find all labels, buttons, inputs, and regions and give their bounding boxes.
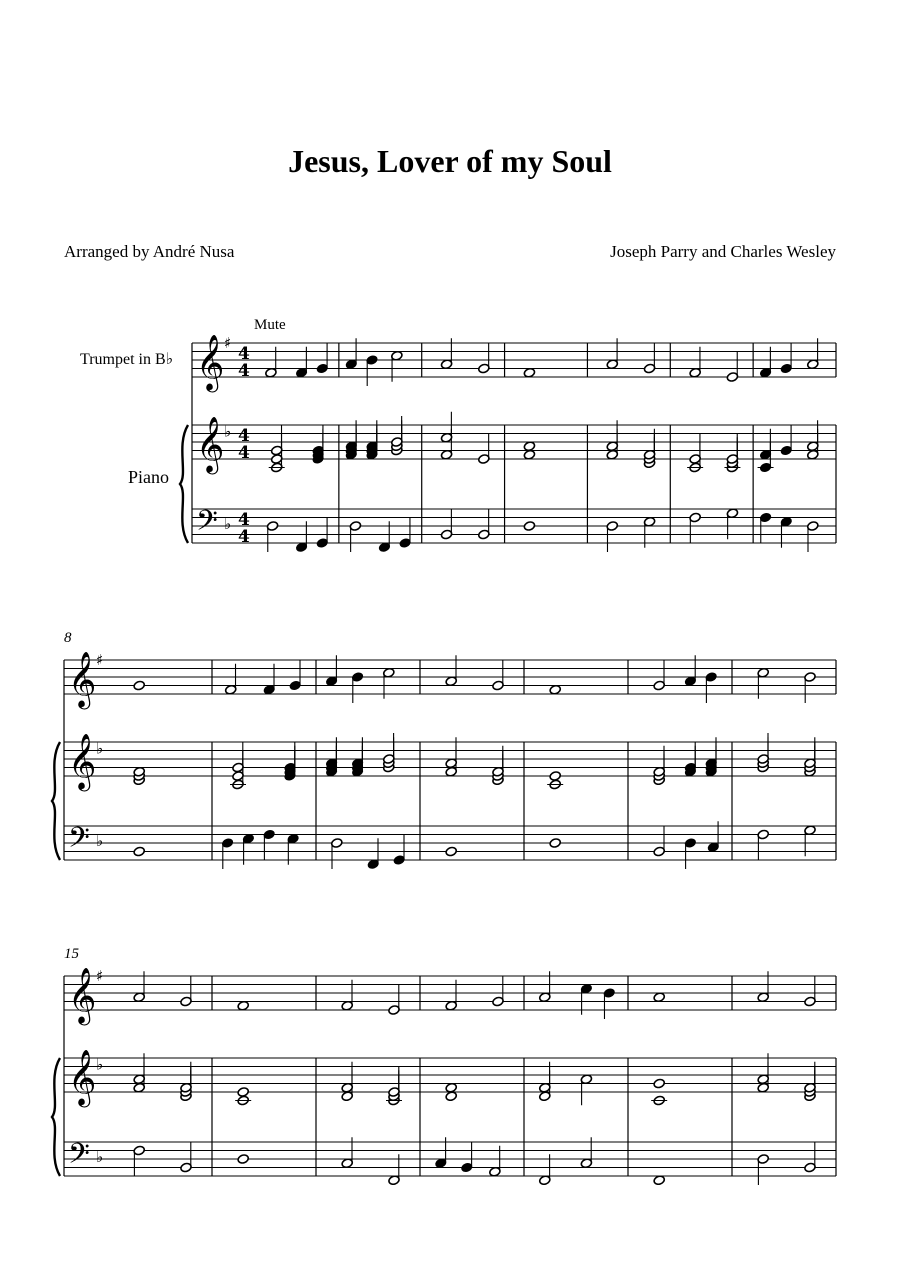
note-head	[549, 771, 561, 782]
note-head	[653, 1175, 665, 1186]
note-head	[237, 1087, 249, 1098]
note-head	[523, 521, 535, 532]
flat-icon: ♭	[96, 739, 104, 758]
note-head	[133, 846, 145, 857]
score-title: Jesus, Lover of my Soul	[288, 143, 612, 179]
composer-credit: Joseph Parry and Charles Wesley	[610, 242, 836, 261]
sharp-icon: ♯	[96, 967, 104, 985]
treble-clef-icon: 𝄞	[196, 334, 225, 391]
measure-number-15: 15	[64, 946, 79, 962]
time-signature-bottom: 4	[238, 361, 250, 381]
note-head	[653, 992, 665, 1003]
flat-icon: ♭	[224, 422, 232, 441]
sharp-icon: ♯	[224, 334, 232, 352]
note-head	[653, 1078, 665, 1089]
arranger-credit: Arranged by André Nusa	[64, 242, 235, 261]
bass-clef-icon: 𝄢	[68, 1137, 90, 1178]
flat-icon: ♭	[224, 515, 232, 533]
note-head	[237, 1000, 249, 1011]
note-head	[523, 441, 535, 452]
flat-icon: ♭	[96, 1148, 104, 1166]
note-head	[445, 1082, 457, 1093]
trumpet-instrument-label: Trumpet in B♭	[80, 351, 174, 368]
note-head	[133, 680, 145, 691]
bass-clef-icon: 𝄢	[196, 504, 218, 545]
note-head	[549, 838, 561, 849]
treble-clef-icon: 𝄞	[68, 651, 97, 708]
flat-icon: ♭	[96, 832, 104, 850]
note-head	[523, 367, 535, 378]
note-head	[445, 1091, 457, 1102]
time-signature-top: 4	[238, 426, 250, 446]
treble-clef-icon: 𝄞	[68, 1049, 97, 1106]
piano-brace	[52, 1058, 60, 1176]
bass-clef-icon: 𝄢	[68, 821, 90, 862]
note-head	[549, 684, 561, 695]
note-head	[445, 846, 457, 857]
time-signature-top: 4	[238, 344, 250, 364]
piano-brace	[52, 742, 60, 860]
treble-clef-icon: 𝄞	[68, 733, 97, 790]
measure-number-8: 8	[64, 630, 72, 646]
treble-clef-icon: 𝄞	[68, 967, 97, 1024]
flat-icon: ♭	[96, 1055, 104, 1074]
note-head	[523, 449, 535, 460]
time-signature-bottom: 4	[238, 527, 250, 547]
treble-clef-icon: 𝄞	[196, 416, 225, 473]
time-signature-top: 4	[238, 510, 250, 530]
note-head	[237, 1154, 249, 1165]
mute-direction: Mute	[254, 317, 286, 333]
piano-brace	[180, 425, 188, 543]
time-signature-bottom: 4	[238, 443, 250, 463]
sharp-icon: ♯	[96, 651, 104, 669]
piano-instrument-label: Piano	[128, 467, 170, 487]
